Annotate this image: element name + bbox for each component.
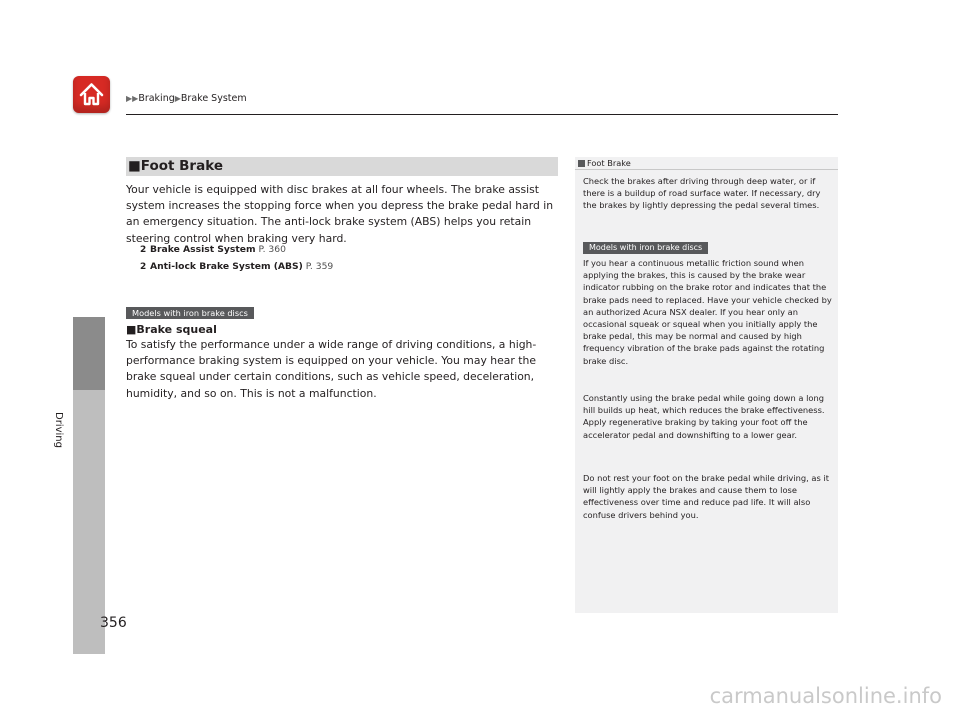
models-tag: Models with iron brake discs [126, 307, 254, 319]
chapter-label: Driving [53, 412, 64, 448]
xref-link-abs[interactable]: 2 Anti-lock Brake System (ABS) P. 359 [140, 261, 334, 272]
section-title: ■Foot Brake [128, 158, 223, 174]
sidebar-paragraph-4: Do not rest your foot on the brake pedal while driving, as it will lightly apply the brakes and cause them to lose effectiveness over time and reduce pad life. It will also confuse drivers behind you. [583, 473, 830, 520]
note-marker-icon [578, 160, 585, 167]
header-divider [126, 114, 838, 115]
subsection-title: ■Brake squeal [126, 323, 217, 336]
sidebar-paragraph-1: Check the brakes after driving through deep water, or if there is a buildup of road surface water. If necessary, dry the brakes by lightly depressing the pedal several times. [583, 176, 821, 211]
sidebar-heading: Foot Brake [578, 158, 631, 168]
breadcrumb-current: Brake System [180, 93, 247, 104]
home-icon [78, 81, 105, 108]
xref-arrow-icon: 2 [140, 245, 147, 255]
page-number: 356 [100, 615, 127, 631]
chapter-tab[interactable] [73, 317, 105, 390]
breadcrumb-arrow-icon: ▶ [174, 94, 181, 103]
sidebar-paragraph-2: If you hear a continuous metallic friction sound when applying the brakes, this is caused by the brake wear indicator rubbing on the brake rotor and indicates that the brake pads need to replaced. Have your vehicle checked by an authorized Acura NSX dealer. If you hear only an occasional squeak or squeal when you initially apply the brake pedal, this may be normal and caused by high frequency vibration of the brake pads against the rotating brake disc. [583, 258, 832, 366]
sidebar-note-box [575, 157, 838, 613]
xref-link-brake-assist[interactable]: 2 Brake Assist System P. 360 [140, 244, 286, 255]
breadcrumb [126, 93, 247, 104]
squeal-paragraph: To satisfy the performance under a wide range of driving conditions, a high-performance braking system is equipped on your vehicle. You may hear the brake squeal under certain conditions, such as vehicle speed, deceleration, humidity, and so on. This is not a malfunction. [126, 338, 537, 400]
intro-paragraph: Your vehicle is equipped with disc brakes at all four wheels. The brake assist system increases the stopping force when you depress the brake pedal hard in an emergency situation. The anti-lock brake system (ABS) helps you retain steering control when braking very hard. [126, 183, 554, 245]
square-bullet-icon: ■ [126, 323, 137, 336]
home-button[interactable] [73, 76, 110, 113]
sidebar-models-tag: Models with iron brake discs [583, 242, 708, 254]
watermark: carmanualsonline.info [709, 684, 942, 708]
breadcrumb-link-braking[interactable]: Braking [138, 93, 175, 104]
square-bullet-icon: ■ [128, 158, 141, 174]
xref-arrow-icon: 2 [140, 262, 147, 272]
sidebar-paragraph-3: Constantly using the brake pedal while going down a long hill builds up heat, which reduces the brake effectiveness. Apply regenerative braking by taking your foot off the accelerator pedal and downshifting to a lower gear. [583, 393, 825, 440]
breadcrumb-arrow-icon: ▶▶ [126, 94, 139, 103]
sidebar-divider [575, 169, 838, 170]
